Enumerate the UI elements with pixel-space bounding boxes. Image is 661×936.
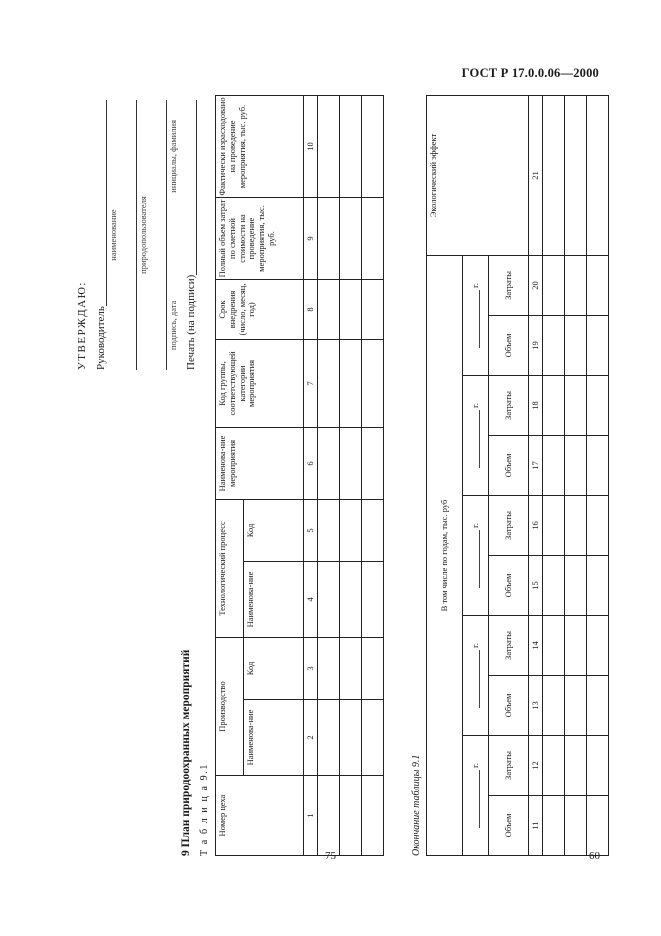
column-number-row — [529, 95, 543, 855]
table-row — [318, 95, 340, 855]
col-num-5: 5 — [304, 499, 318, 561]
header-production: Производство — [216, 638, 244, 776]
head-row — [94, 100, 107, 370]
section-title: 9 План природоохранных мероприятий — [180, 649, 192, 856]
seal-line — [184, 100, 197, 275]
seal-row — [184, 100, 197, 370]
sign-line — [154, 100, 167, 370]
header-costs: Затраты — [489, 736, 529, 796]
col-num-12: 12 — [529, 736, 543, 796]
col-num-6: 6 — [304, 427, 318, 499]
caption-initials: инициалы, фамилия — [168, 120, 178, 193]
col-num-16: 16 — [529, 496, 543, 556]
header-effect: Экологический эффект — [427, 95, 529, 255]
header-costs: Затраты — [489, 496, 529, 556]
header-group-code: Код группы, соответствующей категории мероприятия — [216, 339, 304, 427]
year-5: г. — [463, 255, 489, 375]
col-num-21: 21 — [529, 95, 543, 255]
table-row — [587, 95, 609, 855]
col-num-11: 11 — [529, 796, 543, 856]
user-line — [124, 100, 137, 370]
col-num-9: 9 — [304, 197, 318, 279]
measures-plan-table-end — [426, 95, 609, 856]
table-caption: Т а б л и ц а 9.1 — [199, 763, 210, 856]
table-row — [543, 95, 565, 855]
header-tp-code: Код — [244, 499, 304, 561]
page-number-right: 60 — [589, 850, 600, 862]
header-costs: Затраты — [489, 255, 529, 315]
approval-title: УТВЕРЖДАЮ: — [76, 281, 88, 370]
header-costs: Затраты — [489, 376, 529, 436]
col-num-18: 18 — [529, 376, 543, 436]
header-actual-cost: Фактически израсходовано на проведение мероприятия, тыс. руб. — [216, 95, 304, 197]
sign-row — [154, 100, 167, 370]
col-num-4: 4 — [304, 562, 318, 638]
header-prod-name: Наименова-ние — [244, 700, 304, 776]
caption-user: природопользователя — [138, 196, 148, 274]
col-num-8: 8 — [304, 279, 318, 339]
column-number-row — [304, 95, 318, 855]
col-num-10: 10 — [304, 95, 318, 197]
document-code: ГОСТ Р 17.0.0.06—2000 — [461, 66, 599, 80]
header-costs: Затраты — [489, 616, 529, 676]
table-row — [340, 95, 362, 855]
head-label: Руководитель — [95, 306, 107, 370]
sign-captions — [167, 100, 178, 370]
header-volume: Объем — [489, 316, 529, 376]
header-measure-name: Наименова-ние мероприятия — [216, 427, 304, 499]
year-3: г. — [463, 496, 489, 616]
caption-sign: подпись, дата — [168, 300, 178, 350]
header-volume: Объем — [489, 796, 529, 856]
approval-block — [76, 100, 197, 370]
col-num-15: 15 — [529, 556, 543, 616]
user-row — [124, 100, 137, 370]
head-signature-line — [94, 100, 107, 306]
col-num-17: 17 — [529, 436, 543, 496]
col-num-7: 7 — [304, 339, 318, 427]
rotated-page-content — [68, 96, 608, 856]
col-num-13: 13 — [529, 676, 543, 736]
col-num-20: 20 — [529, 255, 543, 315]
col-num-2: 2 — [304, 700, 318, 776]
year-2: г. — [463, 616, 489, 736]
col-num-3: 3 — [304, 638, 318, 700]
header-workshop-no: Номер цеха — [216, 776, 304, 856]
measures-plan-table — [215, 95, 384, 856]
header-volume: Объем — [489, 556, 529, 616]
col-num-1: 1 — [304, 776, 318, 856]
table-end-caption: Окончание таблицы 9.1 — [411, 754, 422, 856]
header-full-cost: Полный объем затрат по сметной стоимости на проведение мероприятия, тыс. руб. — [216, 197, 304, 279]
header-volume: Объем — [489, 436, 529, 496]
header-deadline: Срок внедрения (число, месяц, год) — [216, 279, 304, 339]
header-by-years: В том числе по годам, тыс. руб — [427, 255, 463, 855]
header-volume: Объем — [489, 676, 529, 736]
year-1: г. — [463, 736, 489, 856]
caption-name: наименование — [108, 209, 118, 261]
col-num-19: 19 — [529, 316, 543, 376]
table-row — [362, 95, 384, 855]
header-techprocess: Технологический процесс — [216, 499, 244, 637]
col-num-14: 14 — [529, 616, 543, 676]
page-number-left: 75 — [325, 850, 336, 862]
seal-label: Печать (на подписи) — [185, 274, 197, 370]
header-prod-code: Код — [244, 638, 304, 700]
table-row — [565, 95, 587, 855]
year-4: г. — [463, 376, 489, 496]
header-tp-name: Наименова-ние — [244, 562, 304, 638]
